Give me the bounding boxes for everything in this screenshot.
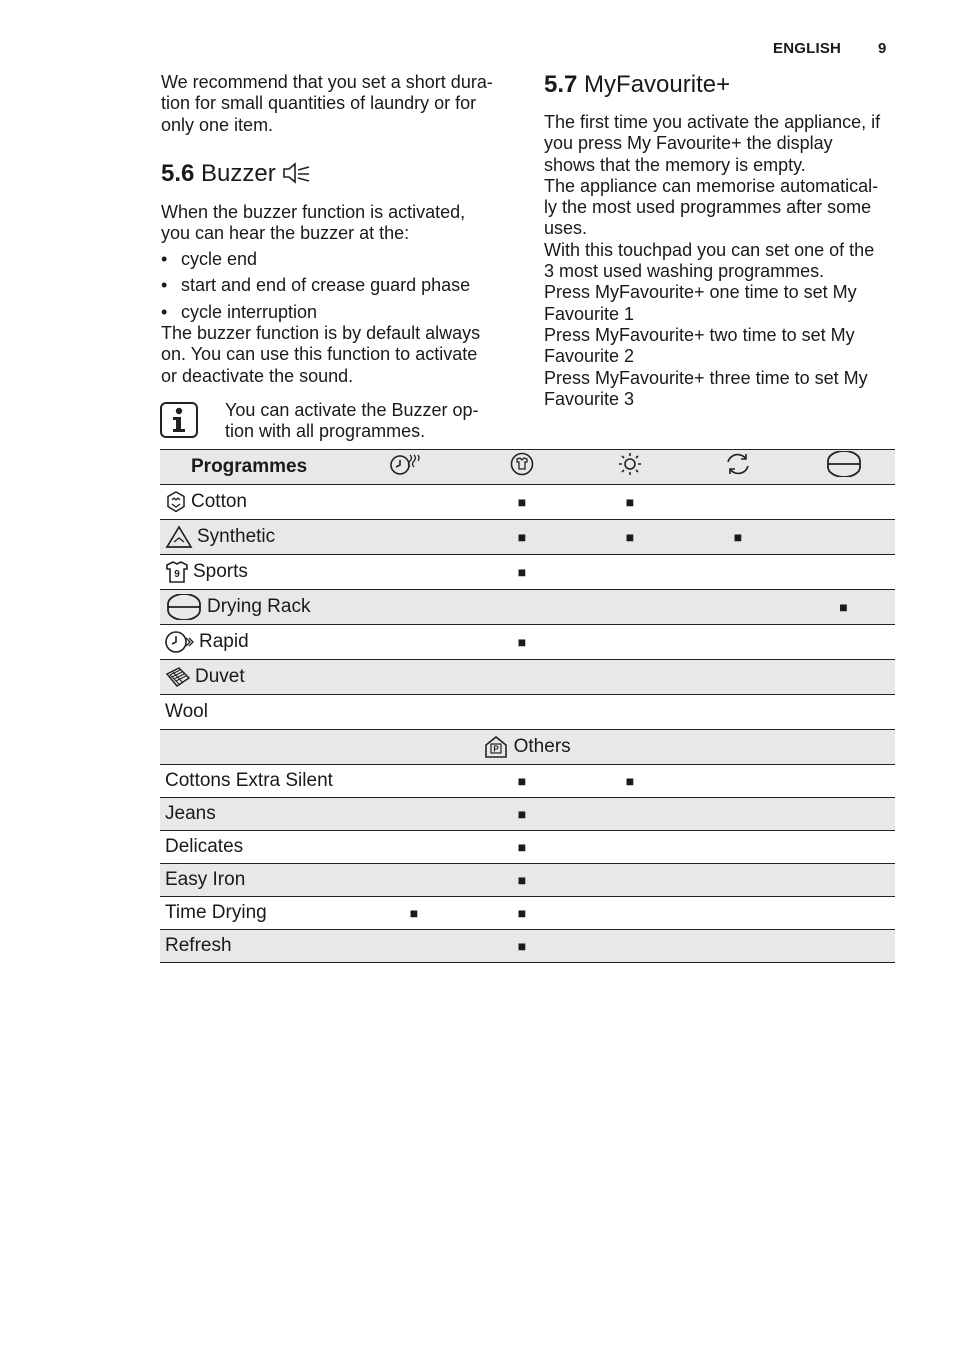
option-mark-cell (360, 660, 468, 695)
option-mark-cell (360, 485, 468, 520)
duvet-icon (165, 666, 195, 688)
option-mark-cell (576, 555, 684, 590)
programme-name: Wool (165, 701, 208, 722)
language-label: ENGLISH (773, 40, 842, 57)
text-line: tion for small quantities of laundry or for (161, 93, 477, 114)
section-number: 5.7 (544, 71, 578, 98)
others-group-row (160, 730, 895, 765)
buzzer-heading (161, 160, 312, 188)
option-mark-cell: ■ (576, 485, 684, 520)
programme-cell (160, 765, 360, 798)
programme-cell (160, 864, 360, 897)
programmes-header: Programmes (160, 450, 360, 485)
myfavourite-heading (544, 71, 730, 99)
option-mark-cell: ■ (576, 520, 684, 555)
option-mark-cell (576, 930, 684, 963)
svg-text:P: P (493, 744, 500, 754)
option-mark-cell (684, 485, 792, 520)
text-line: 3 most used washing programmes. (544, 261, 825, 282)
option-mark-cell (576, 798, 684, 831)
table-row (160, 897, 895, 930)
column-header-anti-crease (684, 450, 792, 485)
drying-rack-icon (825, 451, 863, 477)
intro-paragraph (161, 72, 493, 136)
option-mark-cell: ■ (576, 765, 684, 798)
option-mark-cell (576, 590, 684, 625)
others-house-icon (484, 735, 508, 759)
synthetic-icon (165, 525, 197, 549)
option-mark-cell (792, 864, 895, 897)
option-mark-cell: ■ (468, 864, 576, 897)
table-row (160, 930, 895, 963)
option-mark-cell (792, 930, 895, 963)
table-row (160, 555, 895, 590)
option-mark-cell (360, 555, 468, 590)
option-mark-cell (684, 897, 792, 930)
list-item-text: start and end of crease guard phase (181, 275, 471, 296)
programme-cell (160, 897, 360, 930)
table-row (160, 590, 895, 625)
option-mark-cell: ■ (468, 765, 576, 798)
others-label: Others (513, 736, 571, 758)
list-item: • cycle end (161, 248, 258, 269)
info-note (225, 400, 479, 443)
option-mark-cell: ■ (468, 798, 576, 831)
option-mark-cell (360, 625, 468, 660)
list-item: • cycle interruption (161, 301, 318, 322)
info-icon (160, 402, 198, 438)
option-mark-cell (360, 590, 468, 625)
column-header-shirt (468, 450, 576, 485)
table-header-row (160, 450, 895, 485)
option-mark-cell (360, 520, 468, 555)
text-line: tion with all programmes. (225, 421, 426, 442)
option-mark-cell (792, 660, 895, 695)
text-line: The first time you activate the appliance, if (544, 112, 881, 132)
table-row (160, 520, 895, 555)
programme-name: Drying Rack (207, 596, 311, 618)
page-number: 9 (878, 40, 887, 57)
buzzer-after-text (161, 323, 480, 387)
option-mark-cell (792, 897, 895, 930)
text-line: ly the most used programmes after some (544, 197, 872, 218)
option-mark-cell: ■ (468, 930, 576, 963)
programme-name: Duvet (195, 666, 245, 688)
text-line: on. You can use this function to activate (161, 344, 478, 365)
option-mark-cell (360, 798, 468, 831)
option-mark-cell (684, 555, 792, 590)
programme-name: Rapid (199, 631, 249, 653)
list-item: • start and end of crease guard phase (161, 275, 471, 296)
option-mark-cell (576, 625, 684, 660)
option-mark-cell: ■ (468, 485, 576, 520)
section-title: Buzzer (201, 160, 276, 187)
text-line: only one item. (161, 114, 274, 135)
option-mark-cell (792, 831, 895, 864)
option-mark-cell: ■ (360, 897, 468, 930)
option-mark-cell (684, 660, 792, 695)
option-mark-cell (792, 765, 895, 798)
table-row (160, 660, 895, 695)
programme-name: Time Drying (165, 902, 267, 923)
option-mark-cell: ■ (792, 590, 895, 625)
programme-cell (160, 590, 360, 625)
table-row (160, 485, 895, 520)
table-row (160, 625, 895, 660)
option-mark-cell: ■ (468, 625, 576, 660)
option-mark-cell (360, 864, 468, 897)
table-row (160, 864, 895, 897)
option-mark-cell (684, 695, 792, 730)
table-row (160, 798, 895, 831)
programme-name: Refresh (165, 935, 232, 956)
anti-crease-icon (725, 452, 751, 476)
programme-cell (160, 485, 360, 520)
option-mark-cell (360, 765, 468, 798)
programme-cell (160, 695, 360, 730)
option-mark-cell: ■ (468, 897, 576, 930)
text-line: With this touchpad you can set one of the (544, 239, 875, 260)
table-row (160, 831, 895, 864)
option-mark-cell (684, 625, 792, 660)
programmes-table (160, 449, 895, 963)
cotton-icon (165, 491, 191, 513)
sports-shirt-icon (165, 560, 193, 584)
option-mark-cell (684, 590, 792, 625)
time-drying-icon (390, 452, 420, 476)
option-mark-cell (576, 897, 684, 930)
option-mark-cell (576, 864, 684, 897)
text-line: The buzzer function is by default always (161, 323, 481, 343)
option-mark-cell (792, 798, 895, 831)
programme-cell (160, 930, 360, 963)
section-title: MyFavourite+ (584, 71, 731, 98)
text-line: You can activate the Buzzer op- (225, 400, 479, 420)
table-row (160, 765, 895, 798)
option-mark-cell (792, 520, 895, 555)
column-header-drying-rack (792, 450, 895, 485)
svg-text:9: 9 (174, 569, 180, 580)
text-line: shows that the memory is empty. (544, 154, 806, 175)
text-line: Favourite 3 (544, 388, 635, 409)
buzzer-intro (161, 202, 465, 245)
programme-cell (160, 831, 360, 864)
myfavourite-text (544, 112, 880, 410)
option-mark-cell: ■ (468, 555, 576, 590)
option-mark-cell (360, 930, 468, 963)
programme-name: Cottons Extra Silent (165, 770, 333, 791)
option-mark-cell (792, 695, 895, 730)
text-line: or deactivate the sound. (161, 365, 354, 386)
programme-name: Jeans (165, 803, 216, 824)
text-line: We recommend that you set a short dura- (161, 72, 493, 92)
buzzer-icon (282, 162, 312, 184)
sun-icon (618, 452, 642, 476)
rapid-clock-icon (165, 630, 199, 654)
column-header-time-drying (360, 450, 468, 485)
option-mark-cell (792, 555, 895, 590)
text-line: you can hear the buzzer at the: (161, 223, 410, 244)
programme-cell (160, 660, 360, 695)
option-mark-cell (468, 590, 576, 625)
option-mark-cell (684, 765, 792, 798)
option-mark-cell: ■ (468, 520, 576, 555)
option-mark-cell (792, 485, 895, 520)
text-line: Favourite 2 (544, 346, 635, 367)
option-mark-cell (360, 695, 468, 730)
text-line: uses. (544, 218, 588, 239)
option-mark-cell (684, 930, 792, 963)
buzzer-bullet-list (161, 246, 470, 326)
column-header-sun (576, 450, 684, 485)
list-item-text: cycle interruption (181, 301, 318, 322)
section-number: 5.6 (161, 160, 195, 187)
text-line: The appliance can memorise automatical- (544, 175, 879, 196)
table-row (160, 695, 895, 730)
programme-name: Delicates (165, 836, 244, 857)
shirt-icon (510, 452, 534, 476)
text-line: Favourite 1 (544, 303, 635, 324)
text-line: When the buzzer function is activated, (161, 202, 466, 222)
text-line: Press MyFavourite+ one time to set My (544, 282, 857, 303)
text-line: you press My Favourite+ the display (544, 133, 833, 154)
option-mark-cell (684, 864, 792, 897)
option-mark-cell (576, 831, 684, 864)
option-mark-cell (468, 695, 576, 730)
programme-name: Easy Iron (165, 869, 246, 890)
programme-name: Sports (193, 561, 248, 583)
option-mark-cell (792, 625, 895, 660)
programme-cell (160, 798, 360, 831)
option-mark-cell (576, 695, 684, 730)
option-mark-cell (576, 660, 684, 695)
programme-name: Cotton (191, 491, 247, 513)
programme-cell (160, 555, 360, 590)
option-mark-cell: ■ (684, 520, 792, 555)
programme-cell (160, 625, 360, 660)
option-mark-cell (360, 831, 468, 864)
programme-name: Synthetic (197, 526, 276, 548)
option-mark-cell (684, 831, 792, 864)
option-mark-cell (684, 798, 792, 831)
text-line: Press MyFavourite+ three time to set My (544, 367, 868, 388)
programme-cell (160, 520, 360, 555)
option-mark-cell: ■ (468, 831, 576, 864)
option-mark-cell (468, 660, 576, 695)
list-item-text: cycle end (181, 248, 258, 269)
others-group-cell (160, 730, 895, 765)
drying-rack-icon (165, 594, 207, 620)
text-line: Press MyFavourite+ two time to set My (544, 324, 855, 345)
